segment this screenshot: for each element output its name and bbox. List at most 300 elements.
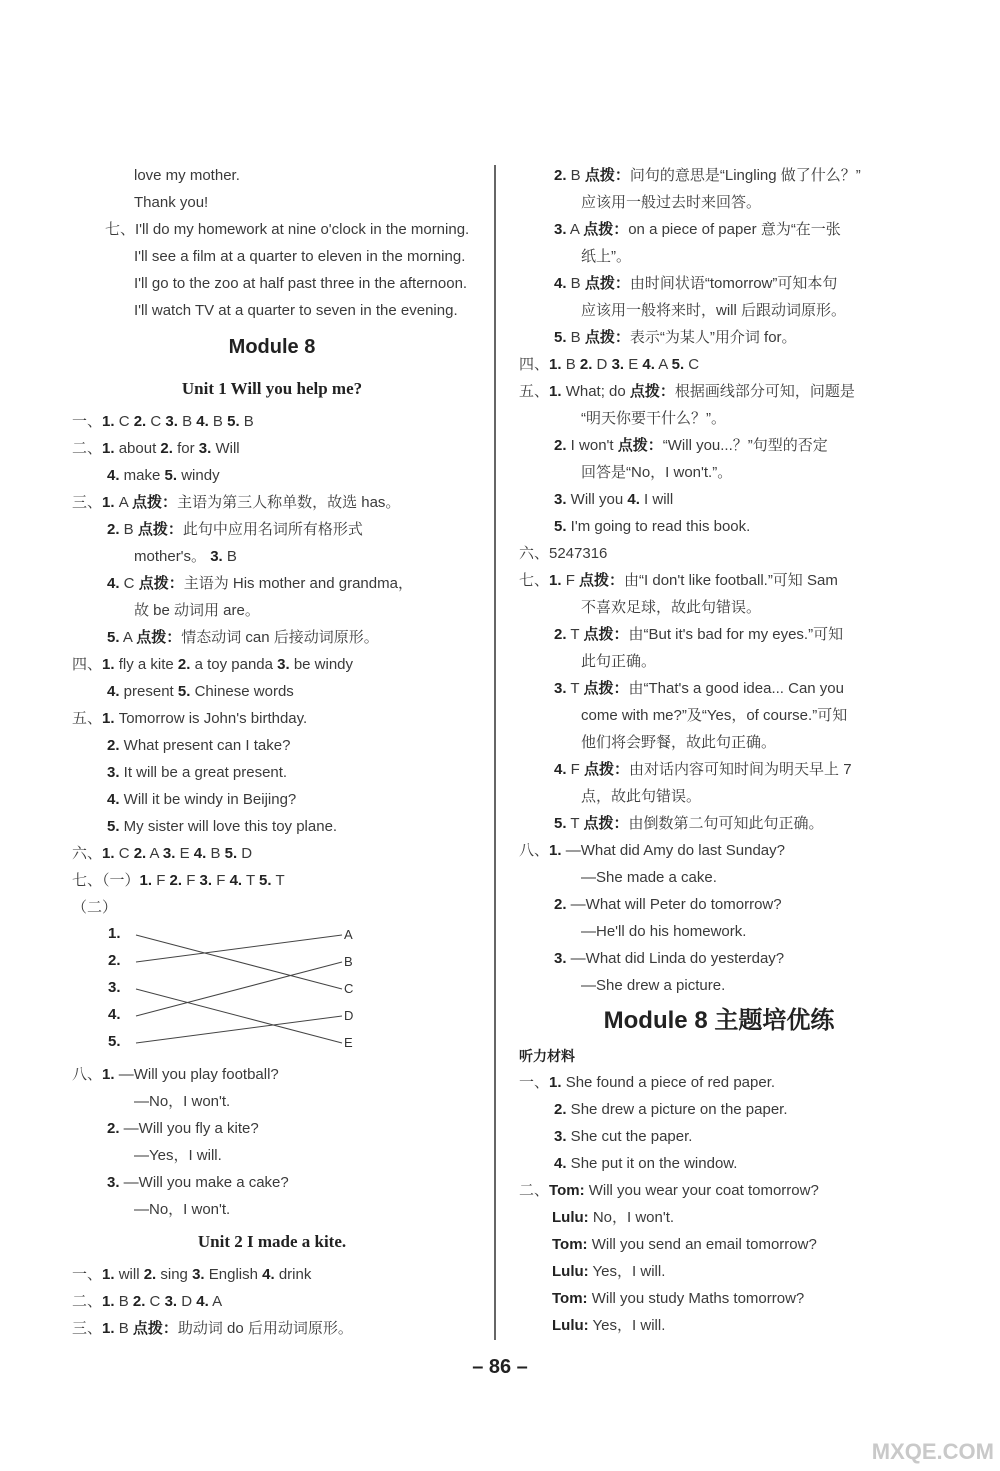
line-text: B <box>222 548 237 565</box>
left-column <box>72 162 472 1342</box>
bold-label: 点拨： <box>629 383 675 400</box>
bold-label: 2. <box>554 896 567 913</box>
line-text: She drew a picture on the paper. <box>566 1101 788 1118</box>
text-line <box>72 1315 472 1342</box>
line-text: —No，I won't. <box>134 1093 231 1110</box>
bold-label: 5. <box>177 683 191 700</box>
line-text: 主语为第三人称单数，故选 has。 <box>177 494 401 511</box>
bold-label: Tom: <box>552 1290 588 1307</box>
text-line <box>72 651 472 678</box>
text-line <box>72 162 472 189</box>
line-text: B <box>566 167 585 184</box>
bold-label: 4. <box>642 356 655 373</box>
bold-label: 2. <box>143 1266 157 1283</box>
line-text: C <box>114 413 134 430</box>
bold-label: 3. <box>277 656 290 673</box>
line-text: Thank you! <box>134 194 209 211</box>
bold-label: 3. <box>554 680 567 697</box>
line-text: 应该用一般过去时来回答。 <box>581 194 762 211</box>
match-letter: A <box>344 927 353 942</box>
match-line <box>136 935 342 962</box>
line-text: 主语为 His mother and grandma， <box>183 575 413 592</box>
text-line <box>519 702 919 729</box>
line-text: F <box>566 761 585 778</box>
line-text: B <box>239 413 254 430</box>
bold-label: 点拨： <box>583 680 629 697</box>
line-text: 回答是“No，I won't.”。 <box>581 464 733 481</box>
bold-label: 2. <box>177 656 191 673</box>
line-text: mother's。 <box>134 548 211 565</box>
text-line <box>72 189 472 216</box>
bold-label: Lulu: <box>552 1209 589 1226</box>
bold-label: 2. <box>554 437 567 454</box>
line-text: 由对话内容可知时间为明天早上 7 <box>629 761 852 778</box>
bold-label: 1. <box>102 710 115 727</box>
text-line <box>519 1177 919 1204</box>
bold-label: 点拨： <box>584 329 630 346</box>
text-line <box>519 567 919 594</box>
text-line <box>519 270 919 297</box>
line-text: love my mother. <box>134 167 240 184</box>
line-text: 由时间状语“tomorrow”可知本句 <box>629 275 838 292</box>
text-line <box>519 513 919 540</box>
line-text: A <box>208 1293 223 1310</box>
line-text: I'm going to read this book. <box>566 518 751 535</box>
bold-label: 点拨： <box>584 761 630 778</box>
line-text: 二、 <box>519 1182 550 1199</box>
line-text: A <box>654 356 672 373</box>
bold-label: 5. <box>554 329 567 346</box>
text-line <box>519 675 919 702</box>
unit1-dialogues <box>72 1061 472 1223</box>
line-text: A <box>114 494 133 511</box>
bold-label: 3. <box>554 1128 567 1145</box>
text-line <box>72 624 472 651</box>
line-text: “Will you...？”句型的否定 <box>662 437 828 454</box>
bold-label: 4. <box>107 683 120 700</box>
match-letter: C <box>344 981 354 996</box>
line-text: 他们将会野餐，故此句正确。 <box>581 734 777 751</box>
line-text: 一、 <box>519 1074 550 1091</box>
line-text: windy <box>177 467 220 484</box>
matching-lines <box>134 921 346 1061</box>
bold-label: 1. <box>102 413 115 430</box>
bold-label: 3. <box>192 1266 205 1283</box>
bold-label: Lulu: <box>552 1263 589 1280</box>
bold-label: 1. <box>549 1074 562 1091</box>
text-line <box>72 894 472 921</box>
text-line <box>519 432 919 459</box>
line-text: 五、 <box>519 383 550 400</box>
text-line <box>72 243 472 270</box>
bold-label: 1. <box>102 656 115 673</box>
text-line <box>72 1088 472 1115</box>
line-text: D <box>237 845 253 862</box>
line-text: will <box>114 1266 144 1283</box>
line-text: C <box>684 356 700 373</box>
bold-label: 4. <box>196 413 209 430</box>
text-line <box>519 891 919 918</box>
line-text: 一、 <box>72 413 103 430</box>
bold-label: 2. <box>107 1120 120 1137</box>
bold-label: 点拨： <box>617 437 663 454</box>
line-text: 点，故此句错误。 <box>581 788 702 805</box>
bold-label: 1. <box>102 494 115 511</box>
line-text: —What did Amy do last Sunday? <box>561 842 785 859</box>
line-text: a toy panda <box>190 656 278 673</box>
text-line <box>519 1150 919 1177</box>
bold-label: 3. <box>199 872 213 889</box>
bold-label: 3. <box>554 491 567 508</box>
text-line <box>72 705 472 732</box>
text-line <box>519 945 919 972</box>
bold-label: 5. <box>671 356 685 373</box>
line-text: A <box>146 845 163 862</box>
text-line <box>519 1312 919 1339</box>
bold-label: 1. <box>102 1266 115 1283</box>
text-line <box>72 270 472 297</box>
bold-label: 2. <box>107 521 120 538</box>
match-number: 1. <box>108 925 121 942</box>
module-practice-title: Module 8 主题培优练 <box>603 1007 835 1034</box>
line-text: F <box>152 872 170 889</box>
line-text: A <box>119 629 137 646</box>
line-text: 情态动词 can 后接动词原形。 <box>181 629 379 646</box>
text-line <box>72 813 472 840</box>
line-text: Will you <box>566 491 628 508</box>
bold-label: 4. <box>554 1155 567 1172</box>
bold-label: 点拨： <box>583 815 629 832</box>
line-text: C <box>114 845 134 862</box>
bold-label: 点拨： <box>584 275 630 292</box>
text-line <box>72 543 472 570</box>
bold-label: 3. <box>198 440 212 457</box>
text-line <box>72 489 472 516</box>
line-text: What; do <box>561 383 630 400</box>
text-line <box>72 786 472 813</box>
line-text: 二、 <box>72 440 103 457</box>
text-line <box>519 162 919 189</box>
text-line <box>519 243 919 270</box>
line-text: —Will you play football? <box>114 1066 279 1083</box>
line-text: English <box>204 1266 263 1283</box>
line-text: Will you send an email tomorrow? <box>587 1236 817 1253</box>
text-line <box>72 1061 472 1088</box>
line-text: 此句中应用名词所有格形式 <box>182 521 363 538</box>
module-title: Module 8 <box>228 336 316 358</box>
bold-label: 点拨： <box>136 629 182 646</box>
text-line <box>72 597 472 624</box>
bold-label: 点拨： <box>579 572 625 589</box>
line-text: T <box>566 680 584 697</box>
text-line <box>519 540 919 567</box>
line-text: be windy <box>289 656 354 673</box>
line-text: F <box>561 572 580 589</box>
text-line <box>519 1069 919 1096</box>
text-line <box>72 759 472 786</box>
text-line <box>72 516 472 543</box>
line-text: 六、5247316 <box>519 545 608 562</box>
line-text: My sister will love this toy plane. <box>119 818 338 835</box>
bold-label: 3. <box>107 1174 120 1191</box>
line-text: I won't <box>566 437 618 454</box>
line-text: 二、 <box>72 1293 103 1310</box>
bold-label: Lulu: <box>552 1317 589 1334</box>
bold-label: 4. <box>554 761 567 778</box>
column-divider <box>494 165 496 1340</box>
line-text: 八、 <box>519 842 550 859</box>
text-line <box>72 1288 472 1315</box>
text-line <box>519 729 919 756</box>
line-text: Tomorrow is John's birthday. <box>114 710 308 727</box>
line-text: 四、 <box>72 656 103 673</box>
bold-label: 4. <box>627 491 640 508</box>
text-line <box>72 435 472 462</box>
line-text: She found a piece of red paper. <box>561 1074 776 1091</box>
bold-label: 1. <box>549 842 562 859</box>
text-line <box>519 297 919 324</box>
text-line <box>519 648 919 675</box>
text-line <box>519 621 919 648</box>
bold-label: 4. <box>229 872 243 889</box>
bold-label: 4. <box>554 275 567 292</box>
line-text: Chinese words <box>190 683 294 700</box>
bold-label: 1. <box>549 356 562 373</box>
line-text: 八、 <box>72 1066 103 1083</box>
line-text: Will it be windy in Beijing? <box>119 791 297 808</box>
match-letter: B <box>344 954 353 969</box>
line-text: —Will you fly a kite? <box>119 1120 259 1137</box>
text-line <box>72 840 472 867</box>
text-line <box>519 189 919 216</box>
bold-label: 3. <box>164 1293 178 1310</box>
line-text: 由“That's a good idea... Can you <box>628 680 844 697</box>
match-number: 3. <box>108 979 121 996</box>
text-line <box>519 918 919 945</box>
line-text: Yes，I will. <box>588 1317 666 1334</box>
line-text: come with me?”及“Yes，of course.”可知 <box>581 707 848 724</box>
line-text: F <box>182 872 200 889</box>
line-text: Yes，I will. <box>588 1263 666 1280</box>
match-line <box>136 1016 342 1043</box>
bold-label: 2. <box>133 413 147 430</box>
bold-label: 3. <box>554 221 567 238</box>
bold-label: 5. <box>554 518 567 535</box>
text-line <box>519 459 919 486</box>
line-text: —She made a cake. <box>581 869 717 886</box>
unit1-answers <box>72 408 472 921</box>
bold-label: 3. <box>611 356 625 373</box>
bold-label: 点拨： <box>137 521 183 538</box>
unit2-title: Unit 2 I made a kite. <box>197 1232 347 1251</box>
line-text: 根据画线部分可知，问题是 <box>674 383 855 400</box>
watermark: MXQE.COM <box>871 1439 994 1464</box>
line-text: I'll see a film at a quarter to eleven in the morning. <box>134 248 466 265</box>
line-text: —Yes，I will. <box>134 1147 222 1164</box>
line-text: drink <box>274 1266 312 1283</box>
line-text: 不喜欢足球，故此句错误。 <box>581 599 762 616</box>
line-text: —What did Linda do yesterday? <box>566 950 785 967</box>
line-text: —Will you make a cake? <box>119 1174 289 1191</box>
bold-label: 2. <box>579 356 593 373</box>
text-line <box>519 405 919 432</box>
text-line <box>519 351 919 378</box>
text-line <box>519 1123 919 1150</box>
text-line <box>72 462 472 489</box>
line-text: on a piece of paper 意为“在一张 <box>628 221 841 238</box>
text-line <box>519 837 919 864</box>
line-text: 纸上”。 <box>581 248 631 265</box>
bold-label: 3. <box>165 413 178 430</box>
bold-label: 1. <box>549 572 562 589</box>
line-text: D <box>592 356 612 373</box>
line-text: B <box>119 521 138 538</box>
line-text: —He'll do his homework. <box>581 923 747 940</box>
match-number: 4. <box>108 1006 121 1023</box>
text-line <box>519 864 919 891</box>
bold-label: 1. <box>102 1293 115 1310</box>
line-text: 表示“为某人”用介词 for。 <box>629 329 797 346</box>
text-line <box>72 867 472 894</box>
bold-label: 1. <box>549 383 562 400</box>
bold-label: 点拨： <box>583 221 629 238</box>
bold-label: 1. <box>102 1320 115 1337</box>
line-text: E <box>624 356 643 373</box>
bold-label: 5. <box>224 845 238 862</box>
line-text: It will be a great present. <box>119 764 288 781</box>
bold-label: 4. <box>193 845 207 862</box>
line-text: 七、 <box>519 572 550 589</box>
text-line <box>72 216 472 243</box>
line-text: T <box>566 626 584 643</box>
text-line <box>519 1231 919 1258</box>
line-text: C <box>119 575 139 592</box>
line-text: D <box>177 1293 197 1310</box>
line-text: T <box>271 872 285 889</box>
line-text: for <box>172 440 199 457</box>
line-text: 一、 <box>72 1266 103 1283</box>
bold-label: 5. <box>259 872 272 889</box>
text-line <box>72 1169 472 1196</box>
line-text: B <box>114 1293 133 1310</box>
match-letter: D <box>344 1008 354 1023</box>
line-text: “明天你要干什么？”。 <box>581 410 726 427</box>
listening-label: 听力材料 <box>519 1048 575 1064</box>
bold-label: 点拨： <box>132 1320 178 1337</box>
text-line <box>72 1142 472 1169</box>
line-text: B <box>177 413 197 430</box>
line-text: —No，I won't. <box>134 1201 231 1218</box>
text-line <box>519 1285 919 1312</box>
line-text: 此句正确。 <box>581 653 657 670</box>
line-text: 七、I'll do my homework at nine o'clock in the morning. <box>105 221 470 238</box>
unit1-title: Unit 1 Will you help me? <box>181 379 363 398</box>
line-text: —She drew a picture. <box>581 977 726 994</box>
text-line <box>519 783 919 810</box>
bold-label: 5. <box>164 467 178 484</box>
bold-label: 点拨： <box>583 626 629 643</box>
bold-label: 4. <box>196 1293 209 1310</box>
line-text: 应该用一般将来时，will 后跟动词原形。 <box>581 302 846 319</box>
line-text: She put it on the window. <box>566 1155 738 1172</box>
line-text: No，I won't. <box>588 1209 675 1226</box>
line-text: 由倒数第二句可知此句正确。 <box>628 815 824 832</box>
bold-label: 3. <box>162 845 176 862</box>
text-line <box>72 1115 472 1142</box>
line-text: 三、 <box>72 1320 103 1337</box>
bold-label: 2. <box>554 167 567 184</box>
bold-label: 4. <box>107 791 120 808</box>
bold-label: 3. <box>107 764 120 781</box>
text-line <box>519 486 919 513</box>
line-text: 七、（一） <box>72 872 140 889</box>
bold-label: 4. <box>107 575 120 592</box>
line-text: B <box>114 1320 133 1337</box>
bold-label: 4. <box>107 467 120 484</box>
line-text: F <box>212 872 230 889</box>
bold-label: 点拨： <box>138 575 184 592</box>
line-text: 故 be 动词用 are。 <box>134 602 260 619</box>
text-line <box>72 1196 472 1223</box>
match-line <box>136 989 342 1043</box>
line-text: 由“I don't like football.”可知 Sam <box>624 572 838 589</box>
line-text: B <box>561 356 580 373</box>
line-text: 四、 <box>519 356 550 373</box>
text-line <box>519 972 919 999</box>
bold-label: 点拨： <box>584 167 630 184</box>
line-text: present <box>119 683 178 700</box>
text-line <box>72 1261 472 1288</box>
bold-label: 5. <box>554 815 567 832</box>
line-text: Will you wear your coat tomorrow? <box>584 1182 819 1199</box>
line-text: C <box>146 413 166 430</box>
line-text: A <box>566 221 584 238</box>
line-text: I'll go to the zoo at half past three in the afternoon. <box>134 275 468 292</box>
bold-label: 2. <box>554 626 567 643</box>
bold-label: 5. <box>107 818 120 835</box>
bold-label: 2. <box>107 737 120 754</box>
line-text: B <box>206 845 225 862</box>
bold-label: 1. <box>102 845 115 862</box>
bold-label: 4. <box>262 1266 275 1283</box>
match-number: 5. <box>108 1033 121 1050</box>
match-letter: E <box>344 1035 353 1050</box>
line-text: Will <box>211 440 240 457</box>
text-line <box>72 570 472 597</box>
text-line <box>519 1204 919 1231</box>
text-line <box>519 594 919 621</box>
bold-label: 3. <box>554 950 567 967</box>
line-text: E <box>175 845 194 862</box>
bold-label: 2. <box>160 440 173 457</box>
line-text: 五、 <box>72 710 103 727</box>
line-text: T <box>242 872 260 889</box>
line-text: B <box>566 329 585 346</box>
line-text: fly a kite <box>114 656 178 673</box>
text-line <box>519 1258 919 1285</box>
bold-label: Tom: <box>549 1182 585 1199</box>
line-text: sing <box>156 1266 193 1283</box>
line-text: 六、 <box>72 845 103 862</box>
line-text: 三、 <box>72 494 103 511</box>
text-line <box>72 678 472 705</box>
text-line <box>72 408 472 435</box>
match-line <box>136 962 342 1016</box>
listening-lines <box>519 1069 919 1339</box>
unit2-answers <box>72 1261 472 1342</box>
right-answers <box>519 162 919 999</box>
bold-label: 2. <box>169 872 183 889</box>
